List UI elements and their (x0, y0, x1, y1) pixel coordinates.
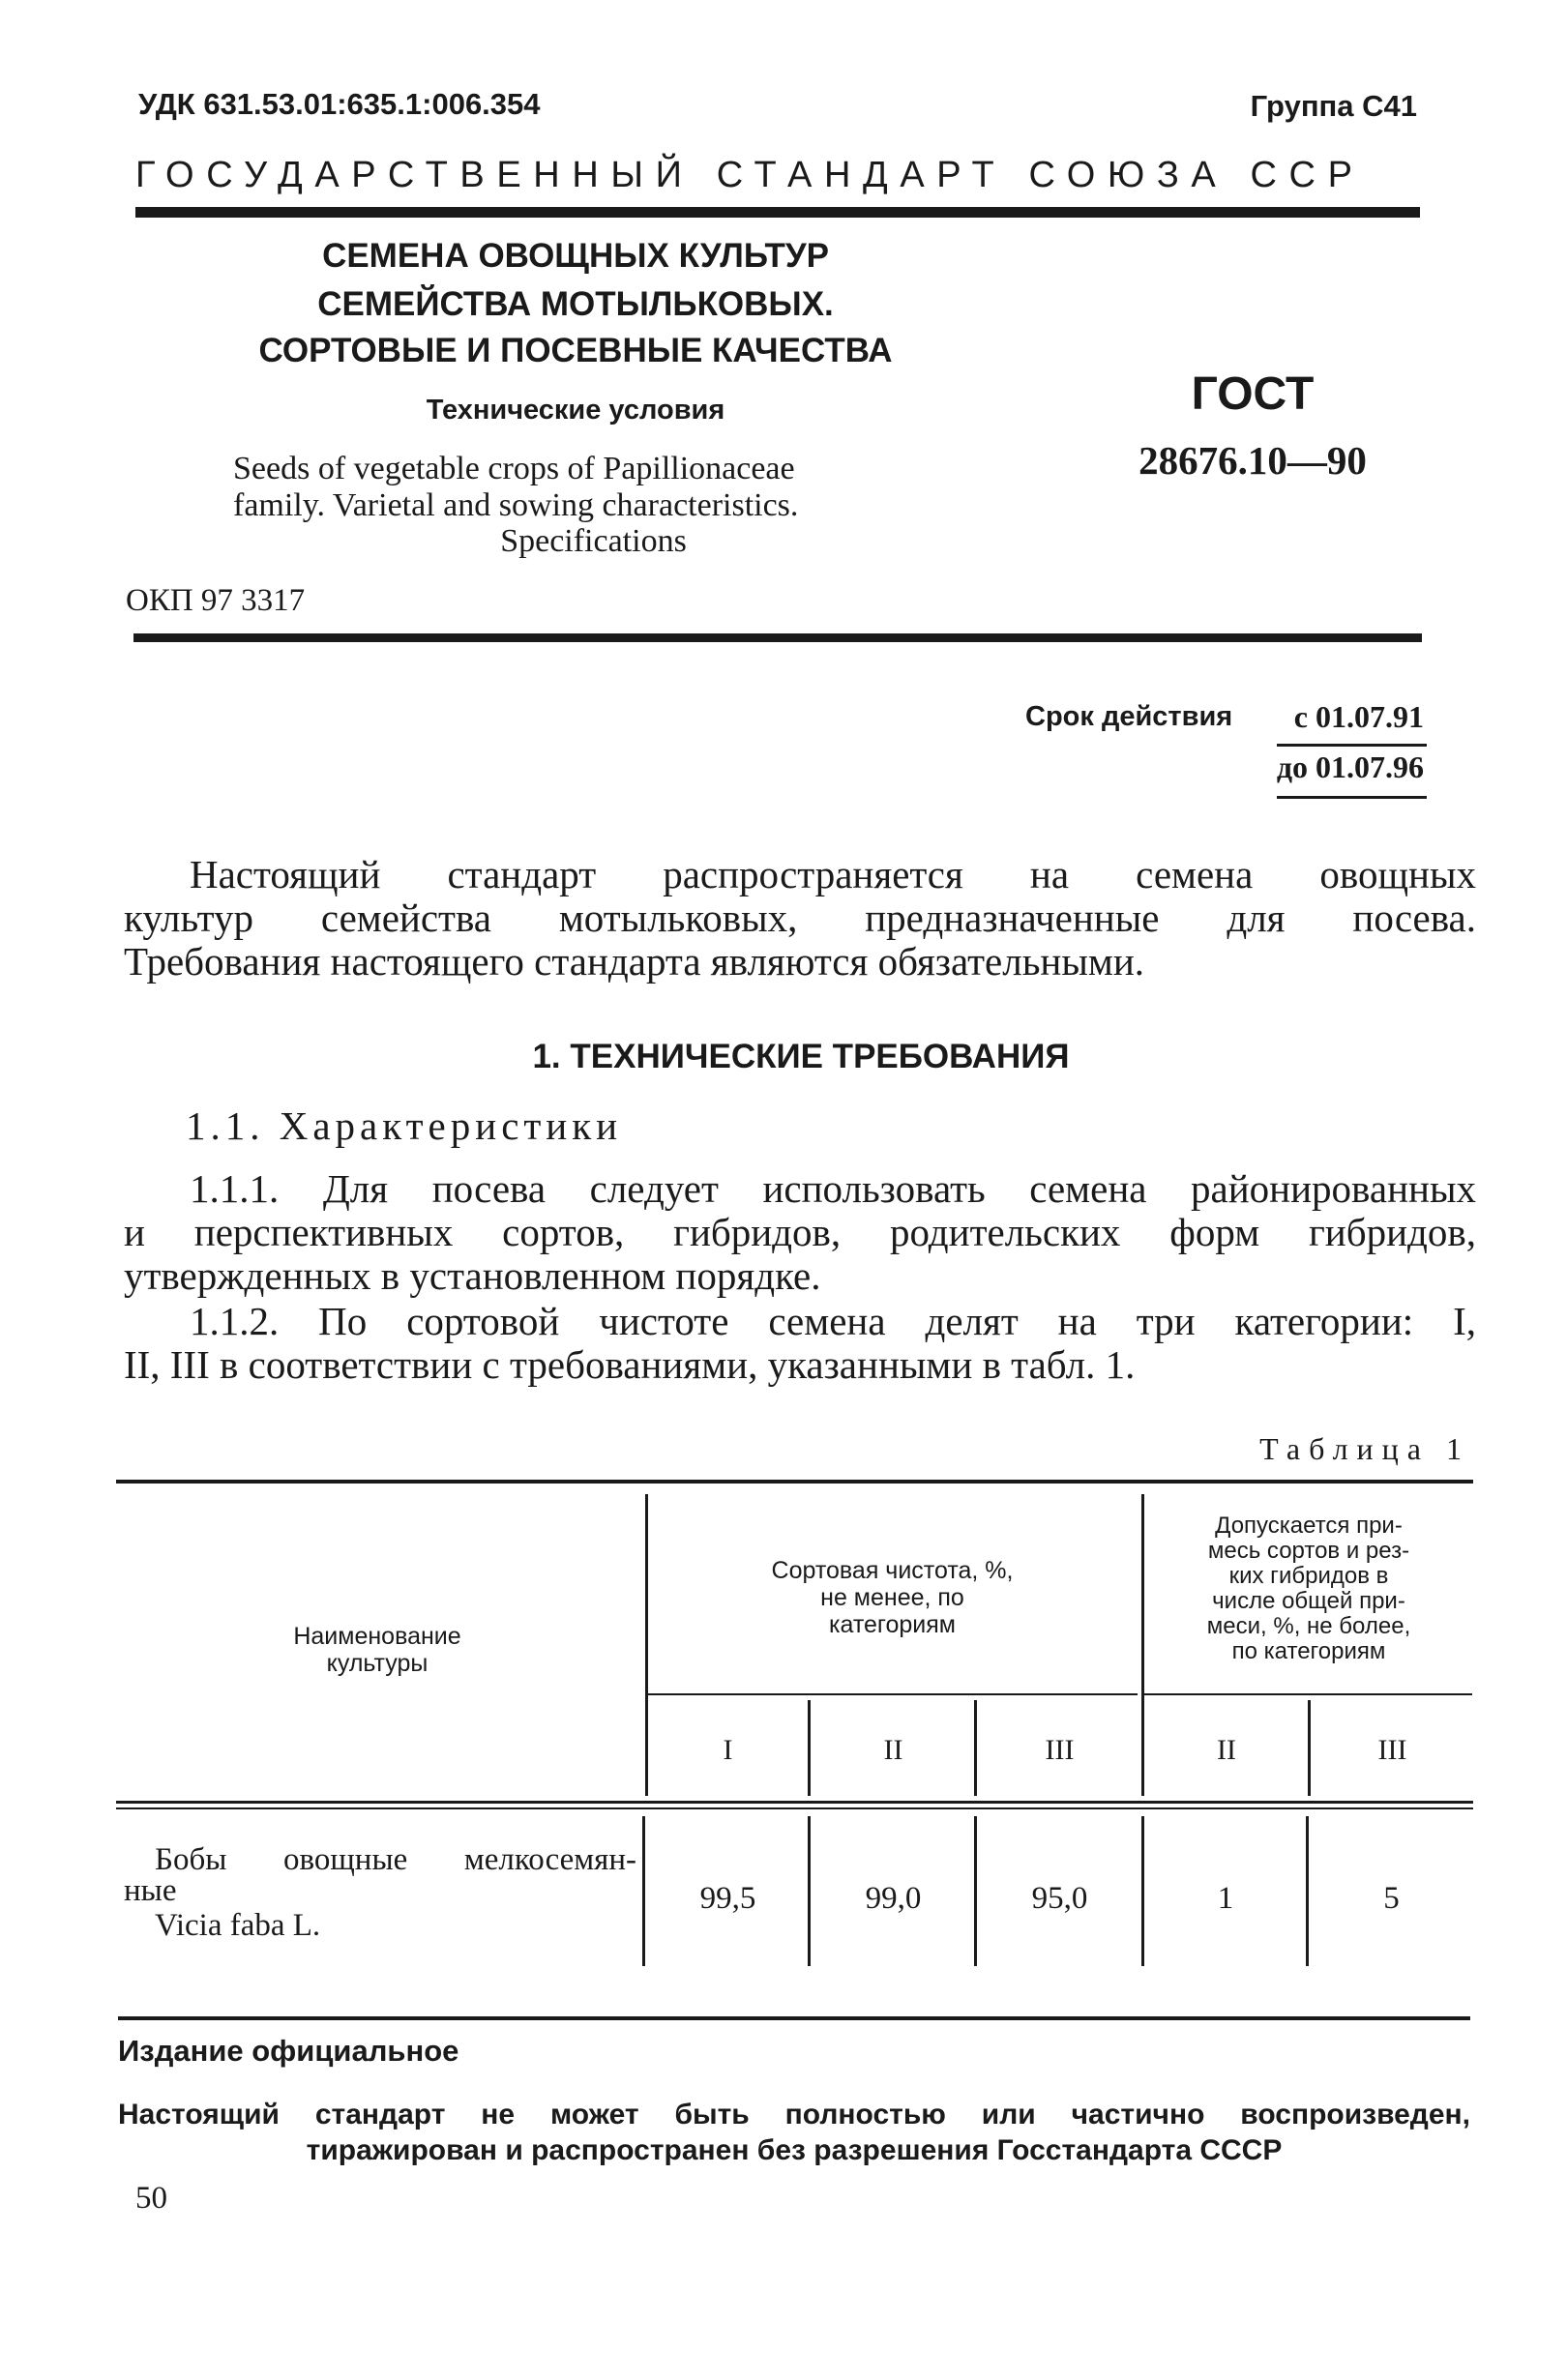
para-1-1-2-line-1: 1.1.2. По сортовой чистоте семена делят на три категории: I, (190, 1299, 1476, 1343)
intro-line-2: культур семейства мотыльковых, предназначенные для посева. (124, 896, 1476, 940)
subheader-admix-3: III (1377, 1734, 1407, 1766)
validity-to: до 01.07.96 (1276, 749, 1424, 784)
title-english-1: Seeds of vegetable crops of Papillionaceae (233, 451, 795, 486)
footer-rule (118, 2016, 1470, 2020)
title-subtitle: Технические условия (426, 395, 725, 426)
crop-name-line-1: Бобы овощные мелкосемян- (155, 1842, 636, 1877)
title-english-3: Specifications (500, 523, 687, 559)
para-1-1-1-line-1: 1.1.1. Для посева следует использовать семена районированных (190, 1166, 1476, 1211)
para-1-1-1-line-2: и перспективных сортов, гибридов, родительских форм гибридов, (124, 1210, 1476, 1254)
col-header-admixture-line: меси, %, не более, (1206, 1613, 1411, 1639)
header-rule (135, 207, 1420, 218)
validity-from-underline (1277, 744, 1427, 747)
purity-cat-3-value: 95,0 (1031, 1881, 1088, 1916)
col-header-name (126, 1623, 629, 1677)
col-header-purity-line: категориям (829, 1611, 956, 1638)
col-header-admixture-line: числе общей при- (1212, 1588, 1405, 1614)
col-header-purity-line: Сортовая чистота, %, (771, 1557, 1014, 1584)
table-vline (974, 1700, 977, 1796)
section-1-1-heading: 1.1. Характеристики (186, 1103, 623, 1148)
table-vline (642, 1816, 645, 1966)
col-header-admixture-line: месь сортов и рез- (1207, 1538, 1410, 1564)
col-header-admixture-line: по категориям (1231, 1638, 1386, 1664)
subheader-purity-1: I (723, 1734, 733, 1766)
table-subheader-rule (1143, 1693, 1472, 1695)
table-vline (974, 1816, 977, 1966)
table-top-rule (116, 1480, 1473, 1484)
intro-line-1: Настоящий стандарт распространяется на семена овощных (190, 852, 1476, 896)
validity-label: Срок действия (1025, 701, 1233, 732)
udk-code: УДК 631.53.01:635.1:006.354 (138, 87, 541, 121)
subheader-purity-3: III (1045, 1734, 1075, 1766)
para-1-1-2-line-2: II, III в соответствии с требованиями, указанными в табл. 1. (124, 1342, 1136, 1387)
copyright-notice-line-1: Настоящий стандарт не может быть полностью или частично воспроизведен, (118, 2099, 1470, 2130)
validity-from: с 01.07.91 (1293, 699, 1424, 734)
title-line-1: СЕМЕНА ОВОЩНЫХ КУЛЬТУР (322, 237, 829, 275)
table-vline (1308, 1700, 1311, 1796)
col-header-name-line: культуры (326, 1650, 429, 1677)
table-vline (1306, 1816, 1309, 1966)
col-header-name-line: Наименование (293, 1623, 461, 1650)
para-1-1-1-line-3: утвержденных в установленном порядке. (124, 1253, 821, 1298)
gost-number: 28676.10—90 (1138, 438, 1367, 483)
col-header-admixture (1144, 1513, 1473, 1664)
copyright-notice-line-2: тиражирован и распространен без разрешения Госстандарта СССР (306, 2134, 1283, 2166)
subheader-purity-2: II (883, 1734, 903, 1766)
crop-name-line-2: ные (124, 1873, 177, 1908)
table-subheader-rule (646, 1693, 1138, 1695)
col-header-purity-line: не менее, по (820, 1584, 964, 1611)
title-bottom-rule (133, 633, 1422, 642)
col-header-admixture-line: ких гибридов в (1228, 1563, 1389, 1589)
title-line-2: СЕМЕЙСТВА МОТЫЛЬКОВЫХ. (317, 285, 834, 323)
col-header-admixture-line: Допускается при- (1215, 1513, 1403, 1539)
admix-cat-2-value: 1 (1217, 1881, 1234, 1916)
table-vline (808, 1700, 811, 1796)
subheader-admix-2: II (1217, 1734, 1236, 1766)
title-line-3: СОРТОВЫЕ И ПОСЕВНЫЕ КАЧЕСТВА (258, 332, 893, 369)
table-header-rule (116, 1801, 1473, 1804)
purity-cat-2-value: 99,0 (865, 1881, 922, 1916)
table-vline (808, 1816, 811, 1966)
purity-cat-1-value: 99,5 (699, 1881, 756, 1916)
section-1-heading: 1. ТЕХНИЧЕСКИЕ ТРЕБОВАНИЯ (532, 1038, 1070, 1075)
admix-cat-3-value: 5 (1383, 1881, 1400, 1916)
gost-label: ГОСТ (1191, 368, 1315, 420)
validity-to-underline (1277, 796, 1427, 799)
table-header-rule (116, 1807, 1473, 1809)
table-caption: Таблица 1 (1259, 1431, 1470, 1466)
okp-code: ОКП 97 3317 (126, 583, 306, 618)
col-header-purity (648, 1557, 1137, 1638)
page-number: 50 (135, 2181, 167, 2216)
official-edition-label: Издание официальное (118, 2034, 459, 2068)
crop-latin-name: Vicia faba L. (155, 1908, 321, 1943)
table-vline (1141, 1816, 1144, 1966)
intro-line-3: Требования настоящего стандарта являются обязательными. (124, 939, 1145, 984)
state-standard-banner: ГОСУДАРСТВЕННЫЙ СТАНДАРТ СОЮЗА ССР (135, 155, 1365, 195)
title-english-2: family. Varietal and sowing characteristics. (233, 487, 799, 523)
group-code: Группа С41 (1250, 89, 1417, 123)
